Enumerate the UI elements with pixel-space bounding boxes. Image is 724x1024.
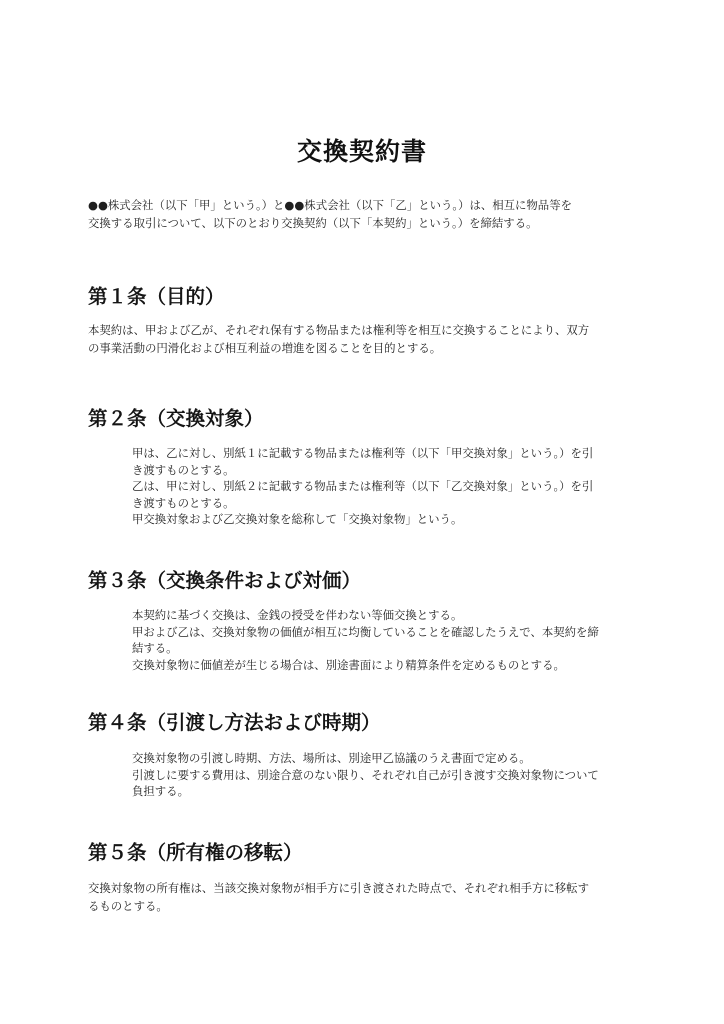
article-4-line: 負担する。 [132, 784, 189, 798]
article-3-body [132, 607, 599, 673]
article-2-heading: 第２条（交換対象） [88, 407, 264, 430]
article-3-line: 本契約に基づく交換は、金銭の授受を伴わない等価交換とする。 [132, 608, 463, 622]
article-1-line: の事業活動の円滑化および相互利益の増進を図ることを目的とする。 [88, 341, 442, 355]
preamble-line: ●●株式会社（以下「甲」という。）と●●株式会社（以下「乙」という。）は、相互に物品等を [88, 198, 572, 212]
article-4-line: 引渡しに要する費用は、別途合意のない限り、それぞれ自己が引き渡す交換対象物について [132, 767, 599, 782]
article-5-body [88, 879, 589, 915]
article-1-line: 本契約は、甲および乙が、それぞれ保有する物品または権利等を相互に交換することにより、双方 [88, 323, 590, 337]
article-2-line: 甲は、乙に対し、別紙１に記載する物品または権利等（以下「甲交換対象」という。）を引 [132, 446, 594, 460]
article-3-line: 結する。 [132, 641, 178, 655]
article-4-heading: 第４条（引渡し方法および時期） [88, 711, 381, 734]
article-1-heading: 第１条（目的） [88, 285, 225, 308]
article-2-body [132, 445, 593, 528]
article-1-body [88, 321, 589, 357]
article-2-line: 乙は、甲に対し、別紙２に記載する物品または権利等（以下「乙交換対象」という。）を引 [132, 479, 594, 493]
preamble [88, 196, 572, 232]
article-3-heading: 第３条（交換条件および対価） [88, 569, 362, 592]
article-4-line: 交換対象物の引渡し時期、方法、場所は、別途甲乙協議のうえ書面で定める。 [132, 751, 531, 765]
article-2-line: 甲交換対象および乙交換対象を総称して「交換対象物」という。 [132, 512, 463, 526]
document-title: 交換契約書 [296, 136, 427, 166]
preamble-line: 交換する取引について、以下のとおり交換契約（以下「本契約」という。）を締結する。 [88, 216, 538, 230]
article-5-line: 交換対象物の所有権は、当該交換対象物が相手方に引き渡された時点で、それぞれ相手方に移転す [88, 881, 589, 895]
article-2-line: き渡すものとする。 [132, 462, 235, 477]
article-4-body [132, 750, 599, 800]
article-3-line: 交換対象物に価値差が生じる場合は、別途書面により精算条件を定めるものとする。 [132, 657, 565, 672]
article-5-heading: 第５条（所有権の移転） [88, 841, 303, 864]
article-3-line: 甲および乙は、交換対象物の価値が相互に均衡していることを確認したうえで、本契約を締 [132, 624, 599, 639]
article-2-line: き渡すものとする。 [132, 495, 235, 510]
article-5-line: るものとする。 [88, 899, 168, 913]
